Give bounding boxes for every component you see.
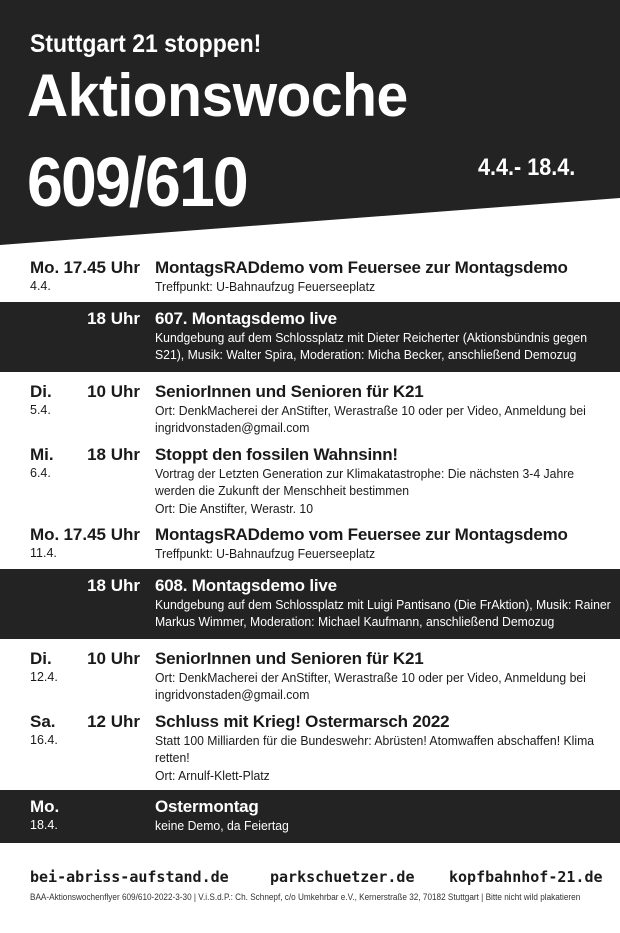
event-body xyxy=(155,575,611,631)
header-number: 609/610 xyxy=(27,143,247,221)
event-body xyxy=(155,524,600,563)
event-day: Mi. xyxy=(30,444,54,464)
event-row xyxy=(0,254,620,300)
footer-link[interactable]: kopfbahnhof-21.de xyxy=(449,868,603,886)
flyer-header xyxy=(0,0,620,245)
event-description: Vortrag der Letzten Generation zur Klimakatastrophe: Die nächsten 3-4 Jahre werden die Zukunft der Menschheit bestimmen xyxy=(155,465,575,498)
event-description: Kundgebung auf dem Schlossplatz mit Luigi Pantisano (Die FrAktion), Musik: Rainer Markus Wimmer, Moderation: Michael Kaufmann, anschließend Demozug xyxy=(155,596,611,629)
event-date: 16.4. xyxy=(30,732,58,747)
event-date: 18.4. xyxy=(30,818,58,832)
event-description: Ort: DenkMacherei der AnStifter, Werastraße 10 oder per Video, Anmeldung bei ingridvonstaden@gmail.com xyxy=(155,669,586,702)
event-row xyxy=(0,645,620,708)
event-description: Kundgebung auf dem Schlossplatz mit Dieter Reicherter (Aktionsbündnis gegen S21), Musik: Walter Spira, Moderation: Micha Becker, anschließend Demozug xyxy=(155,329,588,362)
footer-links xyxy=(0,868,620,890)
event-date: 11.4. xyxy=(30,546,57,560)
event-body xyxy=(155,308,600,364)
event-list xyxy=(0,254,620,849)
event-day: Di. xyxy=(30,381,52,401)
event-description: keine Demo, da Feiertag xyxy=(155,818,289,833)
event-day: Sa. xyxy=(30,711,56,731)
event-row xyxy=(0,441,620,522)
event-description: Statt 100 Milliarden für die Bundeswehr: Abrüsten! Atomwaffen abschaffen! Klima retten! xyxy=(155,732,595,765)
event-time: 17.45 Uhr xyxy=(63,258,140,277)
event-title: SeniorInnen und Senioren für K21 xyxy=(155,381,424,401)
event-description: Treffpunkt: U-Bahnaufzug Feuerseeplatz xyxy=(155,279,376,294)
event-title: 607. Montagsdemo live xyxy=(155,308,337,328)
event-day: Mo. xyxy=(30,797,60,816)
event-title: MontagsRADdemo vom Feuersee zur Montagsdemo xyxy=(155,258,568,277)
event-row xyxy=(0,521,620,567)
event-time: 17.45 Uhr xyxy=(63,525,140,544)
footer-link[interactable]: bei-abriss-aufstand.de xyxy=(30,868,229,886)
event-row xyxy=(0,569,620,639)
event-row xyxy=(0,378,620,441)
event-title: Ostermontag xyxy=(155,797,259,816)
event-date: 5.4. xyxy=(30,402,51,417)
event-row xyxy=(0,790,620,843)
event-title: MontagsRADdemo vom Feuersee zur Montagsdemo xyxy=(155,525,568,544)
event-title: Schluss mit Krieg! Ostermarsch 2022 xyxy=(155,711,450,731)
header-date-range: 4.4.- 18.4. xyxy=(478,154,576,181)
event-body xyxy=(155,648,600,704)
event-row xyxy=(0,708,620,789)
event-date: 6.4. xyxy=(30,465,51,480)
event-time: 18 Uhr xyxy=(87,575,140,595)
footer-link[interactable]: parkschuetzer.de xyxy=(270,868,415,886)
event-day: Mo. xyxy=(30,258,60,277)
event-body xyxy=(155,257,600,296)
event-body xyxy=(155,381,600,437)
event-description: Treffpunkt: U-Bahnaufzug Feuerseeplatz xyxy=(155,546,376,561)
event-time: 10 Uhr xyxy=(87,381,140,401)
flyer-footer xyxy=(0,868,620,902)
event-body xyxy=(155,444,600,518)
event-body xyxy=(155,711,600,785)
event-row xyxy=(0,302,620,372)
event-time: 18 Uhr xyxy=(87,308,140,328)
event-day: Di. xyxy=(30,648,52,668)
event-time: 12 Uhr xyxy=(87,711,140,731)
footer-imprint: BAA-Aktionswochenflyer 609/610-2022-3-30 | V.i.S.d.P.: Ch. Schnepf, c/o Umkehrbar e.V., Kernerstraße 32, 70182 Stuttgart | Bitte nicht wild plakatieren xyxy=(30,892,581,902)
event-title: Stoppt den fossilen Wahnsinn! xyxy=(155,444,398,464)
event-body xyxy=(155,796,600,835)
header-title: Aktionswoche xyxy=(27,62,408,129)
event-date: 12.4. xyxy=(30,669,58,684)
event-title: SeniorInnen und Senioren für K21 xyxy=(155,648,424,668)
event-time: 18 Uhr xyxy=(87,444,140,464)
header-subtitle: Stuttgart 21 stoppen! xyxy=(30,30,262,58)
event-date: 4.4. xyxy=(30,279,51,293)
event-description: Ort: Die Anstifter, Werastr. 10 xyxy=(155,500,314,516)
event-day: Mo. xyxy=(30,525,60,544)
event-description: Ort: Arnulf-Klett-Platz xyxy=(155,767,270,783)
event-description: Ort: DenkMacherei der AnStifter, Werastraße 10 oder per Video, Anmeldung bei ingridvonstaden@gmail.com xyxy=(155,402,586,435)
event-time: 10 Uhr xyxy=(87,648,140,668)
event-title: 608. Montagsdemo live xyxy=(155,575,337,595)
